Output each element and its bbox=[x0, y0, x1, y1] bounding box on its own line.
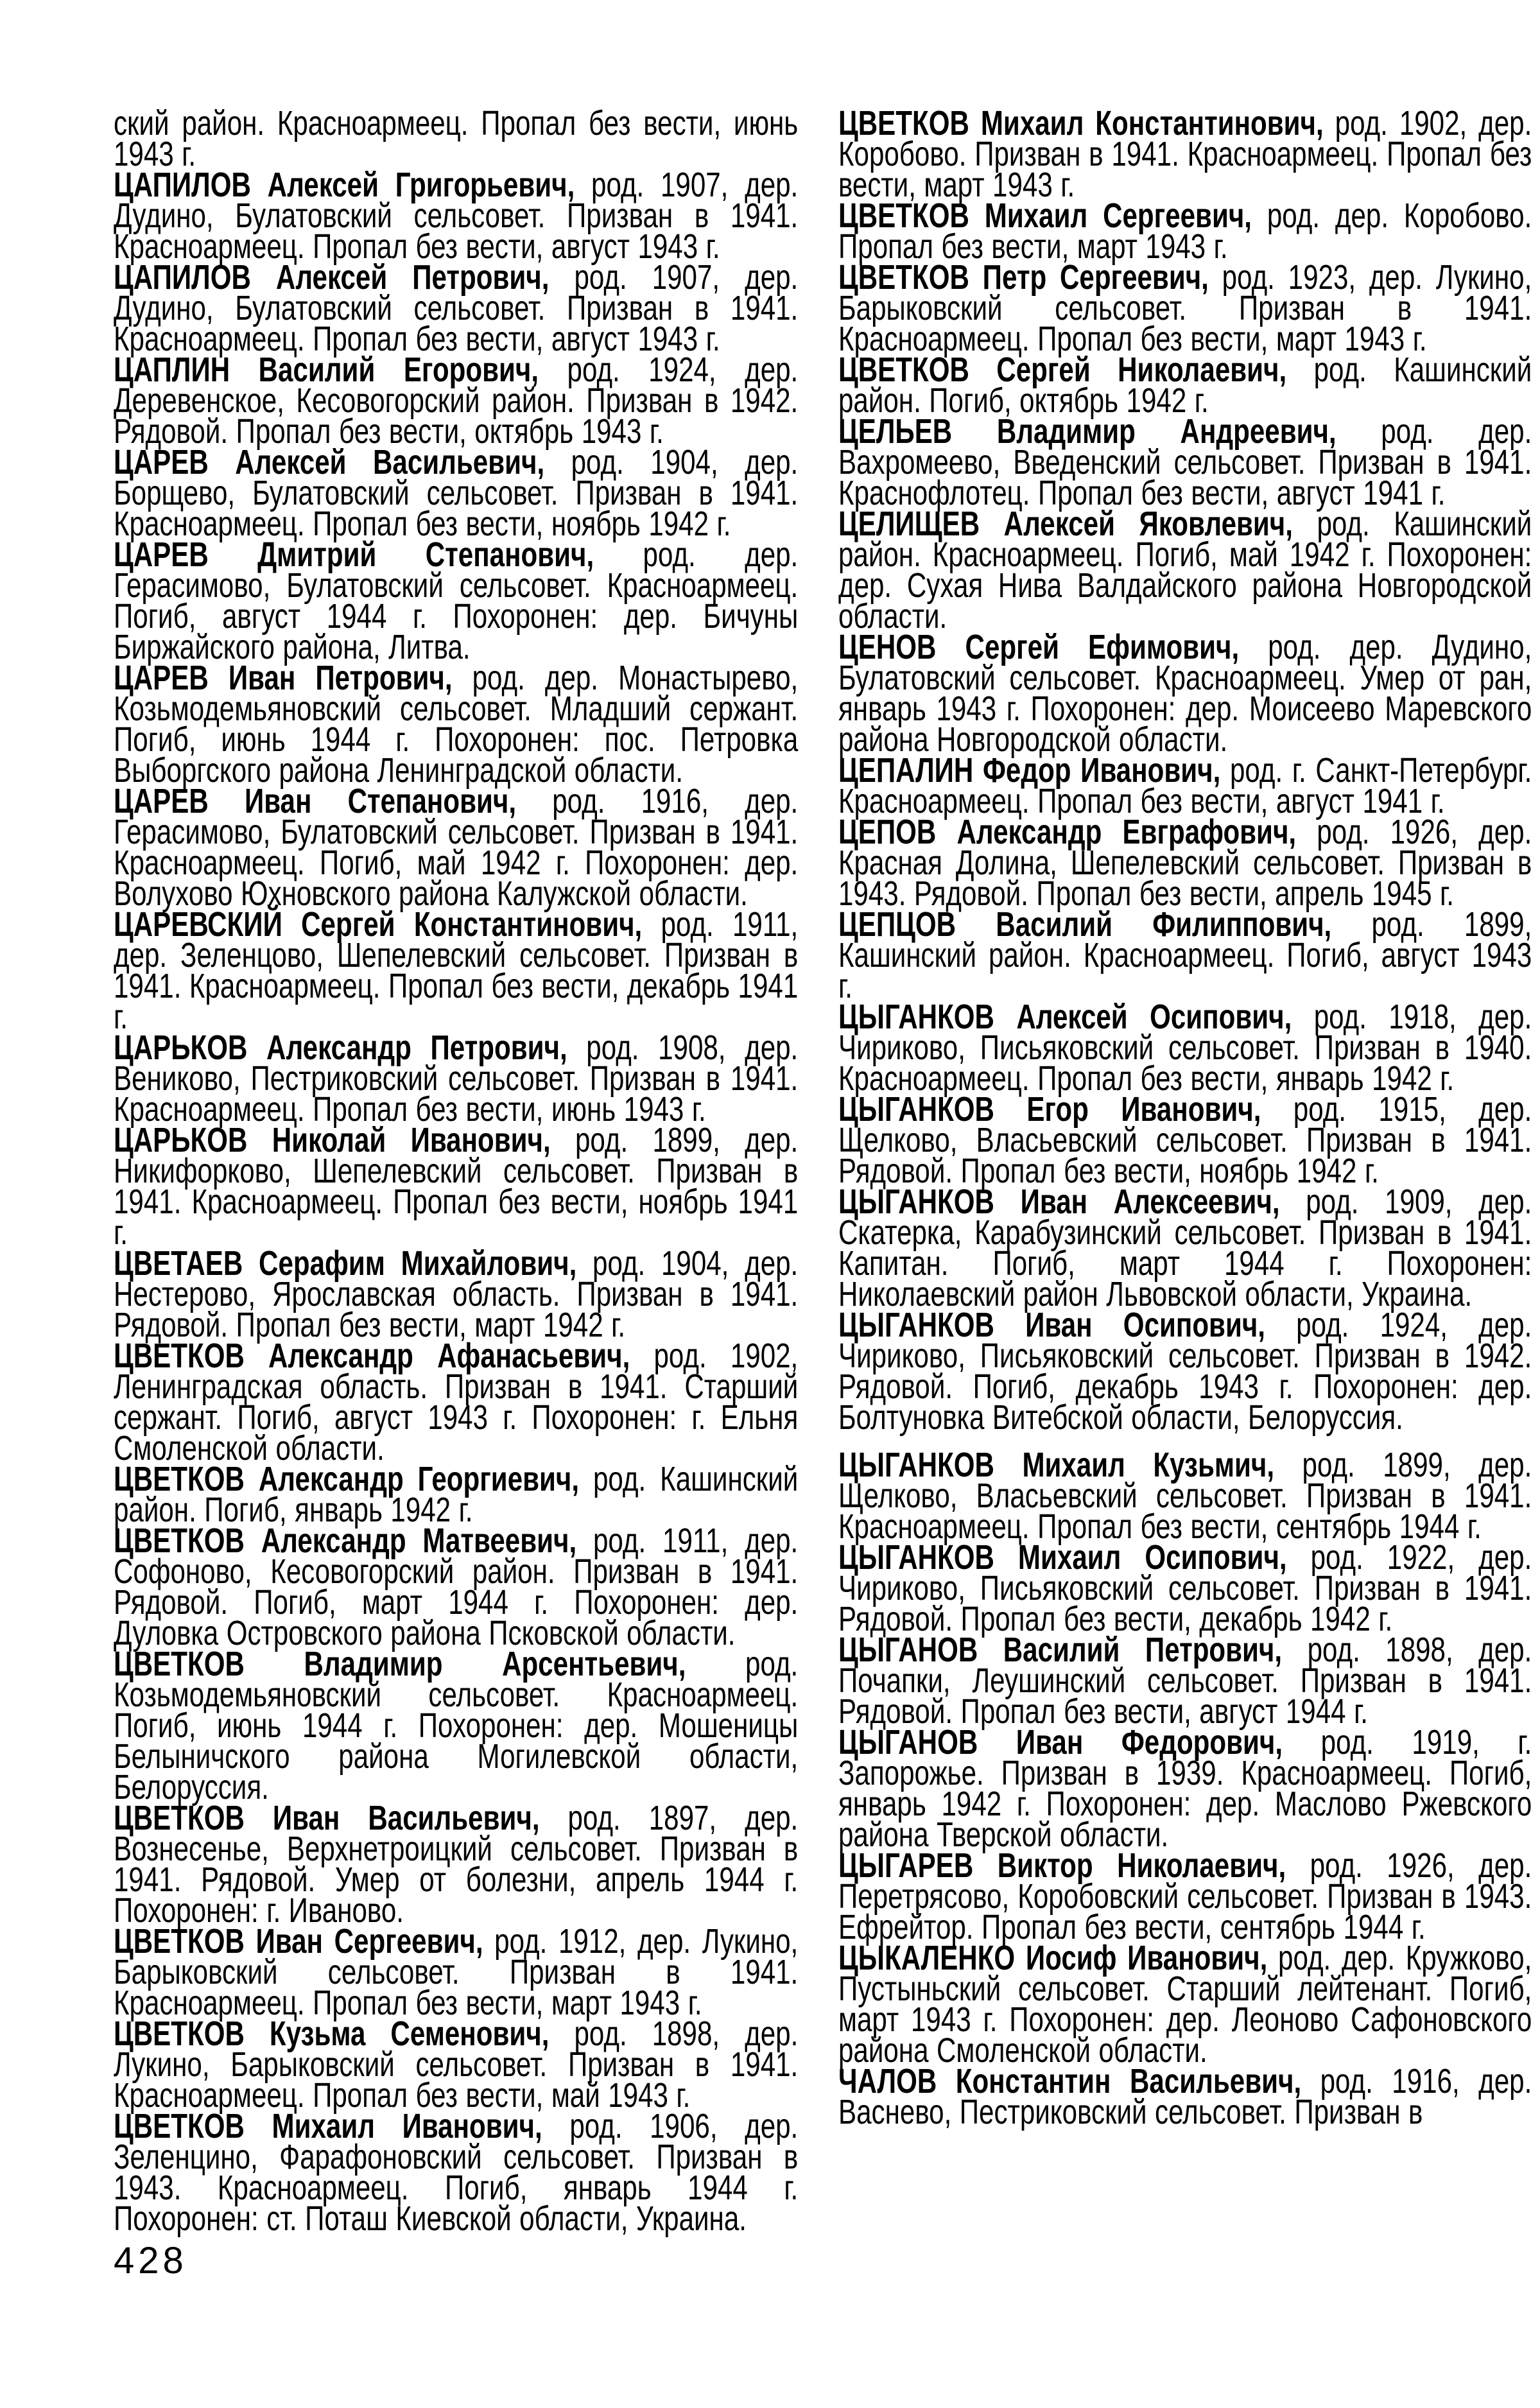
entry-details: род. дер. Вахромеево, Введенский сельсовет. Призван в 1941. Краснофлотец. Пропал без вести, август 1941 г. bbox=[838, 412, 1532, 512]
memorial-entry bbox=[114, 443, 799, 543]
memorial-entry bbox=[114, 351, 799, 451]
entry-name: ЦЕЛЬЕВ Владимир Андреевич, bbox=[838, 412, 1337, 451]
memorial-entry bbox=[114, 104, 799, 173]
entry-name: ЦВЕТКОВ Иван Васильевич, bbox=[114, 1799, 540, 1837]
memorial-entry bbox=[838, 1723, 1532, 1854]
entry-details: род. 1909, дер. Скатерка, Карабузинский сельсовет. Призван в 1941. Капитан. Погиб, март 1944 г. Похоронен: Николаевский район Львовской области, Украина. bbox=[838, 1182, 1532, 1313]
memorial-entry bbox=[114, 2107, 799, 2238]
entry-name: ЦЫГАНКОВ Алексей Осипович, bbox=[838, 998, 1292, 1036]
entry-name: ЦЫГАНКОВ Михаил Кузьмич, bbox=[838, 1446, 1275, 1484]
entry-name: ЧАЛОВ Константин Васильевич, bbox=[838, 2062, 1302, 2101]
entry-name: ЦАРЕВСКИЙ Сергей Константинович, bbox=[114, 905, 643, 944]
entry-details: род. 1898, дер. Лукино, Барыковский сельсовет. Призван в 1941. Красноармеец. Пропал без вести, май 1943 г. bbox=[114, 2014, 799, 2115]
entry-name: ЦВЕТАЕВ Серафим Михайлович, bbox=[114, 1244, 577, 1283]
entry-details: род. дер. Герасимово, Булатовский сельсовет. Красноармеец. Погиб, август 1944 г. Похоронен: дер. Бичуны Биржайского района, Литва. bbox=[114, 535, 799, 666]
entry-details: род. 1908, дер. Вениково, Пестриковский сельсовет. Призван в 1941. Красноармеец. Пропал без вести, июнь 1943 г. bbox=[114, 1028, 799, 1129]
entry-name: ЦВЕТКОВ Кузьма Семенович, bbox=[114, 2014, 549, 2053]
memorial-entry bbox=[838, 813, 1532, 913]
memorial-entry bbox=[838, 1939, 1532, 2070]
entry-details: род. 1907, дер. Дудино, Булатовский сельсовет. Призван в 1941. Красноармеец. Пропал без вести, август 1943 г. bbox=[114, 166, 799, 266]
entry-name: ЦВЕТКОВ Михаил Сергеевич, bbox=[838, 196, 1252, 235]
entry-name: ЦЕПЦОВ Василий Филиппович, bbox=[838, 905, 1332, 944]
entry-details: род. Кашинский район. Погиб, январь 1942 г. bbox=[114, 1460, 799, 1529]
entry-name: ЦВЕТКОВ Михаил Иванович, bbox=[114, 2107, 542, 2145]
memorial-entry bbox=[114, 1799, 799, 1930]
memorial-entry bbox=[114, 1521, 799, 1652]
entry-details: род. 1924, дер. Деревенское, Кесовогорский район. Призван в 1942. Рядовой. Пропал без вести, октябрь 1943 г. bbox=[114, 351, 799, 451]
memorial-entry bbox=[114, 2014, 799, 2115]
entry-details: род. 1899, дер. Никифорково, Шепелевский сельсовет. Призван в 1941. Красноармеец. Пропал без вести, ноябрь 1941 г. bbox=[114, 1121, 799, 1252]
entry-name: ЦВЕТКОВ Иван Сергеевич, bbox=[114, 1922, 483, 1961]
entry-name: ЦВЕТКОВ Александр Афанасьевич, bbox=[114, 1337, 630, 1375]
entry-details: род. 1915, дер. Щелково, Власьевский сельсовет. Призван в 1941. Рядовой. Пропал без вести, ноябрь 1942 г. bbox=[838, 1090, 1532, 1190]
memorial-entry bbox=[114, 1121, 799, 1252]
entry-name: ЦВЕТКОВ Михаил Константинович, bbox=[838, 104, 1324, 143]
entry-name: ЦАРЬКОВ Александр Петрович, bbox=[114, 1028, 567, 1067]
memorial-entry bbox=[838, 1446, 1532, 1546]
entry-name: ЦЫГАНКОВ Иван Осипович, bbox=[838, 1306, 1265, 1344]
entry-details: род. 1904, дер. Нестерово, Ярославская область. Призван в 1941. Рядовой. Пропал без вести, март 1942 г. bbox=[114, 1244, 799, 1344]
memorial-entry bbox=[838, 196, 1532, 266]
entry-details: род. г. Санкт-Петербург. Красноармеец. Пропал без вести, август 1941 г. bbox=[838, 751, 1532, 820]
memorial-entry bbox=[838, 1306, 1532, 1437]
memorial-entry bbox=[838, 412, 1532, 512]
entry-details: род. 1919, г. Запорожье. Призван в 1939. Красноармеец. Погиб, январь 1942 г. Похоронен: дер. Маслово Ржевского района Тверской области. bbox=[838, 1723, 1532, 1854]
entry-name: ЦАПИЛОВ Алексей Григорьевич, bbox=[114, 166, 575, 204]
entry-details: род. 1899, дер. Щелково, Власьевский сельсовет. Призван в 1941. Красноармеец. Пропал без вести, сентябрь 1944 г. bbox=[838, 1446, 1532, 1546]
entry-details: род. 1912, дер. Лукино, Барыковский сельсовет. Призван в 1941. Красноармеец. Пропал без вести, март 1943 г. bbox=[114, 1922, 799, 2022]
entry-name: ЦАРЕВ Дмитрий Степанович, bbox=[114, 535, 594, 574]
entry-details: род. Козьмодемьяновский сельсовет. Красноармеец. Погиб, июнь 1944 г. Похоронен: дер. Мошеницы Белыничского района Могилевской области, Белоруссия. bbox=[114, 1645, 799, 1806]
memorial-entry bbox=[838, 1631, 1532, 1731]
entry-details: род. 1918, дер. Чириково, Письяковский сельсовет. Призван в 1940. Красноармеец. Пропал без вести, январь 1942 г. bbox=[838, 998, 1532, 1098]
entry-details: род. 1926, дер. Перетрясово, Коробовский сельсовет. Призван в 1943. Ефрейтор. Пропал без вести, сентябрь 1944 г. bbox=[838, 1846, 1532, 1946]
entry-name: ЦАРЕВ Иван Петрович, bbox=[114, 659, 453, 697]
memorial-entry bbox=[838, 2062, 1532, 2131]
memorial-entry bbox=[838, 998, 1532, 1098]
memorial-entry bbox=[114, 1460, 799, 1529]
entry-name: ЦЫГАНКОВ Егор Иванович, bbox=[838, 1090, 1261, 1129]
memorial-entry bbox=[114, 1244, 799, 1344]
memorial-entry bbox=[114, 1028, 799, 1129]
memorial-entry bbox=[114, 166, 799, 266]
entry-details: род. 1911, дер. Софоново, Кесовогорский район. Призван в 1941. Рядовой. Погиб, март 1944 г. Похоронен: дер. Дуловка Островского района Псковской области. bbox=[114, 1521, 799, 1652]
entry-details: род. 1916, дер. Васнево, Пестриковский сельсовет. Призван в bbox=[838, 2062, 1532, 2131]
entry-name: ЦАРЕВ Иван Степанович, bbox=[114, 782, 517, 820]
entry-name: ЦВЕТКОВ Владимир Арсентьевич, bbox=[114, 1645, 686, 1683]
entry-name: ЦЫГАРЕВ Виктор Николаевич, bbox=[838, 1846, 1286, 1885]
entry-name: ЦАПИЛОВ Алексей Петрович, bbox=[114, 258, 549, 297]
text-column-right-content bbox=[838, 104, 1532, 2131]
entry-name: ЦЫГАНКОВ Иван Алексеевич, bbox=[838, 1182, 1280, 1221]
entry-name: ЦЕПОВ Александр Евграфович, bbox=[838, 813, 1297, 851]
entry-details: род. 1904, дер. Борщево, Булатовский сельсовет. Призван в 1941. Красноармеец. Пропал без вести, ноябрь 1942 г. bbox=[114, 443, 799, 543]
memorial-entry bbox=[838, 104, 1532, 204]
entry-details: род. 1923, дер. Лукино, Барыковский сельсовет. Призван в 1941. Красноармеец. Пропал без вести, март 1943 г. bbox=[838, 258, 1532, 358]
entry-name: ЦВЕТКОВ Александр Матвеевич, bbox=[114, 1521, 577, 1560]
entry-details: род. 1916, дер. Герасимово, Булатовский сельсовет. Призван в 1941. Красноармеец. Погиб, май 1942 г. Похоронен: дер. Волухово Юхновского района Калужской области. bbox=[114, 782, 799, 913]
entry-name: ЦАРЬКОВ Николай Иванович, bbox=[114, 1121, 551, 1159]
memorial-entry bbox=[838, 1182, 1532, 1313]
entry-name: ЦЫГАНКОВ Михаил Осипович, bbox=[838, 1538, 1287, 1577]
entry-details: род. дер. Кружково, Пустыньский сельсовет. Старший лейтенант. Погиб, март 1943 г. Похоронен: дер. Леоново Сафоновского района Смоленской области. bbox=[838, 1939, 1532, 2070]
entry-details: род. 1897, дер. Вознесенье, Верхнетроицкий сельсовет. Призван в 1941. Рядовой. Умер от болезни, апрель 1944 г. Похоронен: г. Иваново. bbox=[114, 1799, 799, 1930]
memorial-entry bbox=[838, 1538, 1532, 1638]
entry-details: род. 1906, дер. Зеленцино, Фарафоновский сельсовет. Призван в 1943. Красноармеец. Погиб, январь 1944 г. Похоронен: ст. Поташ Киевской области, Украина. bbox=[114, 2107, 799, 2238]
entry-details: род. 1911, дер. Зеленцово, Шепелевский сельсовет. Призван в 1941. Красноармеец. Пропал без вести, декабрь 1941 г. bbox=[114, 905, 799, 1036]
entry-name: ЦВЕТКОВ Петр Сергеевич, bbox=[838, 258, 1209, 297]
memorial-entry bbox=[114, 1645, 799, 1806]
text-column-left bbox=[114, 104, 799, 2238]
memorial-entry bbox=[838, 505, 1532, 636]
memorial-entry bbox=[838, 1090, 1532, 1190]
entry-details: род. Кашинский район. Погиб, октябрь 1942 г. bbox=[838, 351, 1532, 420]
memorial-entry bbox=[114, 1337, 799, 1468]
memorial-entry bbox=[114, 258, 799, 358]
entry-details: род. дер. Дудино, Булатовский сельсовет. Красноармеец. Умер от ран, январь 1943 г. Похоронен: дер. Моисеево Маревского района Новгородской области. bbox=[838, 628, 1532, 759]
text-column-left-content bbox=[114, 104, 799, 2238]
entry-details: род. 1922, дер. Чириково, Письяковский сельсовет. Призван в 1941. Рядовой. Пропал без вести, декабрь 1942 г. bbox=[838, 1538, 1532, 1638]
memorial-entry bbox=[838, 751, 1532, 820]
entry-name: ЦАРЕВ Алексей Васильевич, bbox=[114, 443, 545, 481]
entry-details: род. 1898, дер. Почапки, Леушинский сельсовет. Призван в 1941. Рядовой. Пропал без вести, август 1944 г. bbox=[838, 1631, 1532, 1731]
entry-name: ЦЫГАНОВ Василий Петрович, bbox=[838, 1631, 1283, 1669]
entry-name: ЦЕНОВ Сергей Ефимович, bbox=[838, 628, 1240, 666]
entry-name: ЦЫКАЛЕНКО Иосиф Иванович, bbox=[838, 1939, 1268, 1977]
memorial-entry bbox=[114, 535, 799, 666]
entry-details: род. 1902, дер. Коробово. Призван в 1941. Красноармеец. Пропал без вести, март 1943 г. bbox=[838, 104, 1532, 204]
entry-details: род. дер. Коробово. Пропал без вести, март 1943 г. bbox=[838, 196, 1532, 266]
memorial-entry bbox=[838, 1846, 1532, 1946]
entry-name: ЦАПЛИН Василий Егорович, bbox=[114, 351, 539, 389]
memorial-entry bbox=[838, 905, 1532, 1005]
entry-name: ЦВЕТКОВ Сергей Николаевич, bbox=[838, 351, 1287, 389]
entry-details: род. 1899, Кашинский район. Красноармеец. Погиб, август 1943 г. bbox=[838, 905, 1532, 1005]
entry-details: род. 1907, дер. Дудино, Булатовский сельсовет. Призван в 1941. Красноармеец. Пропал без вести, август 1943 г. bbox=[114, 258, 799, 358]
entry-name: ЦЕЛИЩЕВ Алексей Яковлевич, bbox=[838, 505, 1293, 543]
entry-name: ЦВЕТКОВ Александр Георгиевич, bbox=[114, 1460, 580, 1498]
entry-details: род. 1926, дер. Красная Долина, Шепелевский сельсовет. Призван в 1943. Рядовой. Пропал без вести, апрель 1945 г. bbox=[838, 813, 1532, 913]
memorial-entry bbox=[114, 905, 799, 1036]
entry-details: род. 1902, Ленинградская область. Призван в 1941. Старший сержант. Погиб, август 1943 г. Похоронен: г. Ельня Смоленской области. bbox=[114, 1337, 799, 1468]
entry-name: ЦЫГАНОВ Иван Федорович, bbox=[838, 1723, 1283, 1762]
text-column-right bbox=[838, 104, 1532, 2131]
memorial-entry bbox=[838, 351, 1532, 420]
memorial-entry bbox=[114, 782, 799, 913]
page-number: 428 bbox=[114, 2240, 187, 2282]
memorial-entry bbox=[114, 1922, 799, 2022]
memorial-entry bbox=[114, 659, 799, 790]
entry-details: род. дер. Монастырево, Козьмодемьяновский сельсовет. Младший сержант. Погиб, июнь 1944 г. Похоронен: пос. Петровка Выборгского района Ленинградской области. bbox=[114, 659, 799, 790]
memorial-entry bbox=[838, 258, 1532, 358]
entry-name: ЦЕПАЛИН Федор Иванович, bbox=[838, 751, 1221, 790]
entry-details: род. 1924, дер. Чириково, Письяковский сельсовет. Призван в 1942. Рядовой. Погиб, декабрь 1943 г. Похоронен: дер. Болтуновка Витебской области, Белоруссия. bbox=[838, 1306, 1532, 1437]
entry-details: ский район. Красноармеец. Пропал без вести, июнь 1943 г. bbox=[114, 104, 799, 173]
memorial-entry bbox=[838, 628, 1532, 759]
entry-details: род. Кашинский район. Красноармеец. Погиб, май 1942 г. Похоронен: дер. Сухая Нива Валдайского района Новгородской области. bbox=[838, 505, 1532, 636]
